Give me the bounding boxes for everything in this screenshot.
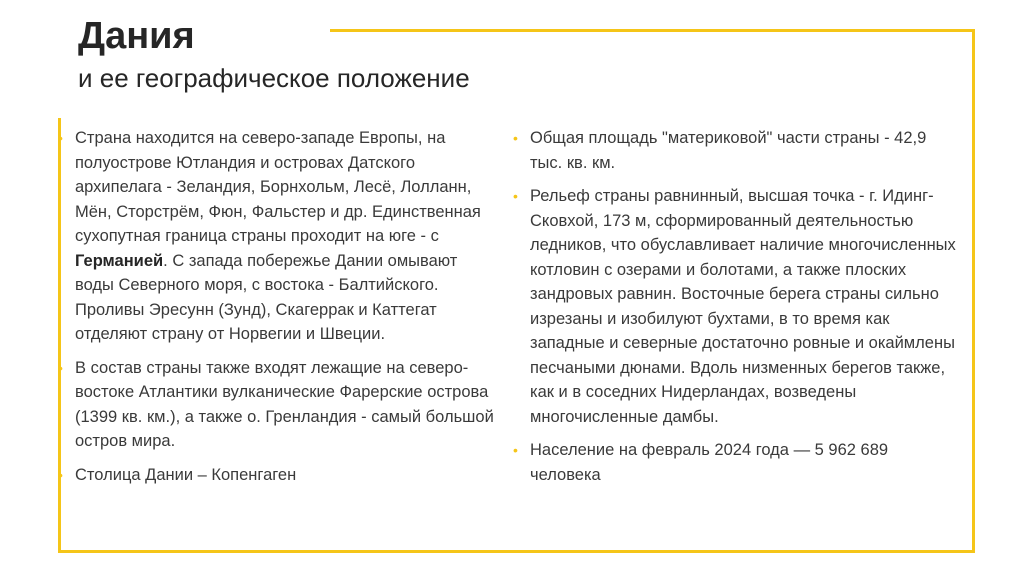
list-item (513, 438, 958, 487)
list-item-text-end: . С запада побережье Дании омывают воды Северного моря, с востока - Балтийского. Проливы Эресунн (Зунд), Скагеррак и Каттегат отделяют страну от Норвегии и Швеции. (75, 251, 458, 343)
list-item-text: В состав страны также входят лежащие на северо-востоке Атлантики вулканические Фарерские острова (1399 кв. км.), а также о. Гренландия - самый большой остров мира. (75, 358, 494, 450)
list-item (513, 184, 958, 429)
page-subtitle: и ее географическое положение (78, 63, 470, 93)
list-item-text: Столица Дании – Копенгаген (75, 465, 297, 484)
list-item (58, 356, 498, 454)
bullet-icon: • (58, 130, 63, 146)
right-bullet-list (513, 126, 958, 487)
bullet-icon: • (513, 188, 518, 204)
left-column (58, 126, 498, 496)
left-bullet-list (58, 126, 498, 487)
list-item-text: Население на февраль 2024 года — 5 962 689 человека (530, 441, 889, 484)
list-item-text-start: Страна находится на северо-западе Европы, на полуострове Ютландия и островах Датского архипелага - Зеландия, Борнхольм, Лесё, Лолланн, Мён, Сторстрём, Фюн, Фальстер и др. Единственная сухопутная граница страны проходит на юге - с (75, 129, 481, 245)
list-item-text: Рельеф страны равнинный, высшая точка - г. Идинг-Сковхой, 173 м, сформированный деятельностью ледников, что обуславливает наличие многочисленных котловин с озерами и болотами, а также плоских зандровых равнин. Восточные берега страны сильно изрезаны и изобилуют бухтами, в то время как западные и северные достаточно ровные и окаймлены песчаными дюнами. Вдоль низменных берегов также, как и в соседних Нидерландах, возведены многочисленные дамбы. (530, 187, 956, 426)
bullet-icon: • (58, 359, 63, 376)
list-item (58, 126, 498, 347)
germany-link[interactable]: Германией (75, 251, 164, 270)
frame-bottom-border (58, 550, 975, 553)
page-title: Дания (78, 15, 195, 57)
list-item (513, 126, 958, 175)
bullet-icon: • (513, 130, 518, 146)
list-item-text: Общая площадь "материковой" части страны - 42,9 тыс. кв. км. (530, 129, 927, 172)
bullet-icon: • (513, 442, 518, 458)
list-item (58, 463, 498, 488)
frame-right-border (972, 29, 975, 553)
right-column (513, 126, 958, 496)
frame-top-border (330, 29, 975, 32)
bullet-icon: • (58, 466, 63, 483)
